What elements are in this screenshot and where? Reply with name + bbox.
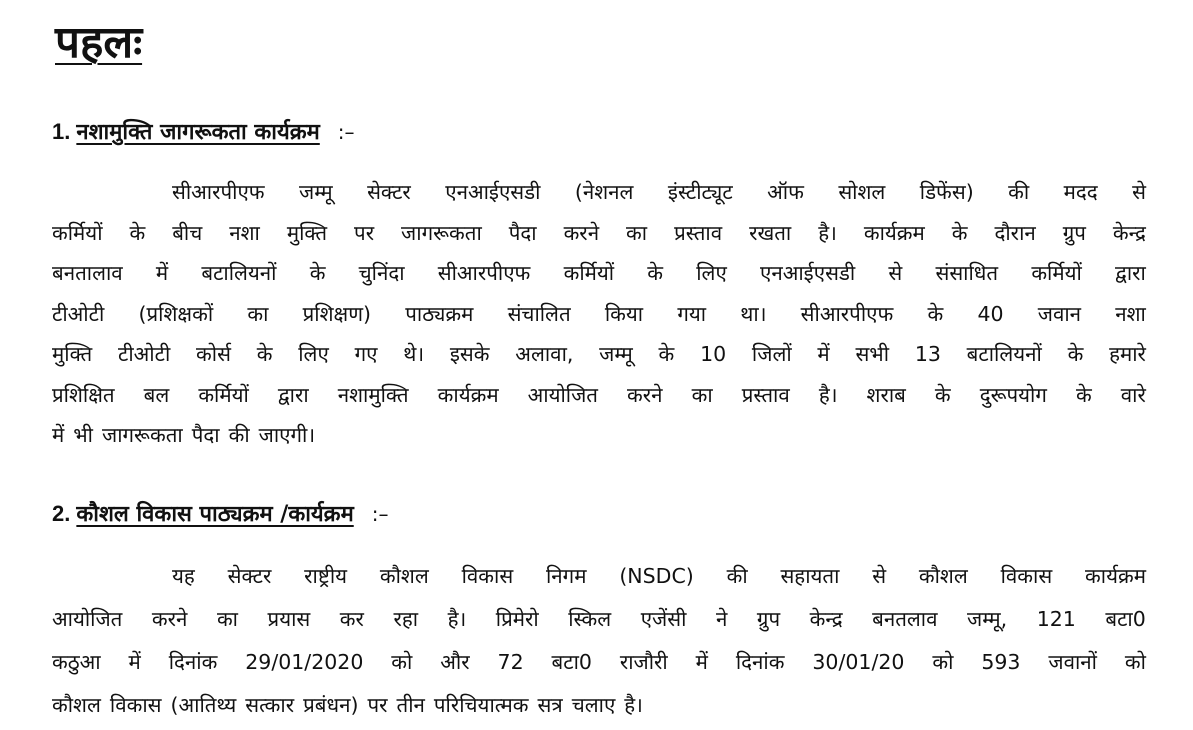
word: निगम [546, 564, 587, 588]
word: करने [627, 382, 663, 407]
word: राष्ट्रीय [304, 564, 348, 588]
word: को [932, 650, 954, 674]
word: हमारे [1109, 342, 1146, 366]
word: सत्र [537, 693, 563, 717]
word: राजौरी [619, 650, 668, 674]
word: सेक्टर [367, 180, 411, 204]
word: पाठ्यक्रम [405, 301, 474, 326]
word: में [155, 261, 169, 285]
word: प्रस्ताव [674, 220, 723, 245]
word: 10 [700, 342, 727, 366]
word: कार्यक्रम [863, 220, 925, 245]
word: है। [624, 693, 643, 717]
word: किया [604, 301, 644, 326]
word: जम्मू [299, 180, 333, 204]
word: बल [143, 382, 170, 407]
word: विकास [461, 564, 514, 588]
word: सीआरपीएफ [437, 261, 531, 285]
word: 121 [1036, 607, 1076, 631]
word: के [256, 342, 273, 366]
word: सहायता [780, 564, 840, 588]
word: करने [151, 607, 188, 631]
word: का [247, 301, 269, 326]
paragraph-line [52, 294, 1146, 335]
word: है। [447, 607, 467, 631]
word: शराब [866, 382, 906, 407]
word: ग्रुप [1062, 220, 1086, 245]
word: के [658, 342, 675, 366]
word: मुक्ति [286, 220, 328, 245]
section-heading-1 [52, 116, 355, 149]
word: प्रशिक्षित [52, 382, 115, 407]
word: एजेंसी [640, 607, 687, 631]
word: कौशल [52, 693, 101, 717]
word: है। [818, 220, 837, 245]
word: बटा0 [1105, 607, 1146, 631]
word: द्वारा [1115, 261, 1146, 285]
word: और [440, 650, 470, 674]
word: की [1008, 180, 1030, 204]
word: की [228, 423, 250, 447]
word: सोशल [838, 180, 886, 204]
word: कठुआ [52, 650, 101, 674]
word: नशामुक्ति [337, 382, 409, 407]
word: पैदा [191, 423, 220, 447]
word: नशा [229, 220, 260, 245]
word: सत्कार [245, 693, 295, 717]
word: संसाधित [935, 261, 999, 285]
word: जागरूकता [102, 423, 183, 447]
word: चुनिंदा [358, 261, 405, 285]
word: टीओटी [52, 301, 105, 326]
word: सीआरपीएफ [172, 180, 265, 204]
paragraph-line [52, 213, 1146, 254]
word: गया [677, 301, 707, 326]
word: एनआईएसडी [760, 261, 856, 285]
word: कर्मियों [52, 220, 103, 245]
word: का [216, 607, 238, 631]
word: (नेशनल [574, 180, 634, 204]
word: प्रिमेरो [495, 607, 539, 631]
word: रहा [393, 607, 419, 631]
word: ने [715, 607, 728, 631]
section-suffix: :– [371, 502, 389, 526]
section-title: नशामुक्ति जागरूकता कार्यक्रम [76, 120, 320, 145]
word: एनआईएसडी [445, 180, 541, 204]
word: जागरूकता [401, 220, 482, 245]
word: बटालियनों [201, 261, 277, 285]
word: को [1124, 650, 1146, 674]
word: कोर्स [196, 342, 231, 366]
paragraph-line [52, 641, 1146, 684]
section-paragraph-1 [52, 172, 1146, 456]
word: पर [354, 220, 375, 245]
word: पर [367, 693, 388, 717]
section-paragraph-2 [52, 555, 1146, 727]
word: विकास [109, 693, 162, 717]
word: करने [563, 220, 600, 245]
word: बनतलाव [872, 607, 938, 631]
word: के [129, 220, 146, 245]
word: है। [818, 382, 838, 407]
word: कर्मियों [198, 382, 249, 407]
word: पैदा [508, 220, 537, 245]
word: कौशल [918, 564, 968, 588]
word: थे। [403, 342, 425, 366]
word: सीआरपीएफ [800, 301, 894, 326]
word: केन्द्र [1112, 220, 1146, 245]
word: कौशल [379, 564, 429, 588]
word: प्रबंधन) [303, 693, 359, 717]
word: से [1132, 180, 1146, 204]
word: 72 [497, 650, 524, 674]
word: बनतालाव [52, 261, 123, 285]
word: जिलों [751, 342, 792, 366]
word: से [888, 261, 903, 285]
paragraph-line [52, 253, 1146, 294]
word: 593 [981, 650, 1021, 674]
word: बीच [172, 220, 203, 245]
word: कर [339, 607, 364, 631]
paragraph-line [52, 415, 1146, 456]
word: रखता [749, 220, 792, 245]
paragraph-line [52, 684, 1146, 727]
word: परिचियात्मक [433, 693, 529, 717]
word: के [1075, 382, 1092, 407]
word: सभी [855, 342, 890, 366]
word: बटा0 [551, 650, 592, 674]
word: गए [354, 342, 378, 366]
word: प्रस्ताव [741, 382, 790, 407]
word: (NSDC) [619, 564, 694, 588]
word: दौरान [994, 220, 1036, 245]
word: डिफेंस) [919, 180, 974, 204]
section-heading-2 [52, 498, 388, 531]
word: 13 [914, 342, 941, 366]
word: लिए [696, 261, 727, 285]
word: दुरूपयोग [979, 382, 1047, 407]
page-title: पहलः [55, 17, 143, 68]
word: नशा [1115, 301, 1146, 326]
word: जम्मू [599, 342, 633, 366]
word: कार्यक्रम [1085, 564, 1146, 588]
word: 40 [977, 301, 1004, 326]
word: था। [740, 301, 767, 326]
word: भी [73, 423, 93, 447]
word: कार्यक्रम [437, 382, 499, 407]
word: जाएगी। [258, 423, 316, 447]
word: आयोजित [52, 607, 123, 631]
word: जवानों [1048, 650, 1097, 674]
paragraph-line [52, 334, 1146, 375]
section-suffix: :– [337, 120, 355, 144]
word: वारे [1120, 382, 1146, 407]
word: के [934, 382, 951, 407]
word: कर्मियों [563, 261, 615, 285]
word: का [626, 220, 648, 245]
word: के [309, 261, 326, 285]
word: में [52, 423, 65, 447]
word: दिनांक [735, 650, 785, 674]
word: प्रयास [267, 607, 311, 631]
word: जम्मू, [967, 607, 1008, 631]
section-title: कौशल विकास पाठ्यक्रम /कार्यक्रम [76, 502, 354, 527]
word: द्वारा [277, 382, 309, 407]
word: लिए [298, 342, 329, 366]
paragraph-line [52, 172, 1146, 213]
word: कर्मियों [1031, 261, 1082, 285]
word: इसके [449, 342, 490, 366]
word: ग्रुप [756, 607, 781, 631]
word: के [927, 301, 944, 326]
word: अलावा, [515, 342, 574, 366]
paragraph-line [52, 375, 1146, 416]
word: चलाए [571, 693, 616, 717]
paragraph-line [52, 555, 1146, 598]
paragraph-line [52, 598, 1146, 641]
word: में [128, 650, 141, 674]
word: स्किल [568, 607, 612, 631]
word: के [951, 220, 968, 245]
word: जवान [1037, 301, 1082, 326]
word: की [726, 564, 748, 588]
word: के [1067, 342, 1084, 366]
word: संचालित [507, 301, 571, 326]
word: से [872, 564, 887, 588]
word: विकास [1000, 564, 1053, 588]
word: के [647, 261, 664, 285]
word: को [391, 650, 413, 674]
word: बटालियनों [966, 342, 1042, 366]
word: ऑफ [767, 180, 804, 204]
section-number: 2. [52, 501, 71, 526]
word: मदद [1063, 180, 1098, 204]
word: 29/01/2020 [245, 650, 364, 674]
word: आयोजित [527, 382, 598, 407]
word: सेक्टर [227, 564, 272, 588]
word: (प्रशिक्षकों [138, 301, 214, 326]
word: 30/01/20 [812, 650, 905, 674]
word: टीओटी [118, 342, 171, 366]
word: इंस्टीट्यूट [667, 180, 733, 204]
word: यह [172, 564, 195, 588]
word: (आतिथ्य [170, 693, 237, 717]
word: तीन [396, 693, 425, 717]
word: में [817, 342, 830, 366]
word: प्रशिक्षण) [302, 301, 372, 326]
word: केन्द्र [809, 607, 843, 631]
word: का [691, 382, 713, 407]
word: दिनांक [168, 650, 218, 674]
word: में [695, 650, 708, 674]
section-number: 1. [52, 119, 71, 144]
word: मुक्ति [52, 342, 93, 366]
